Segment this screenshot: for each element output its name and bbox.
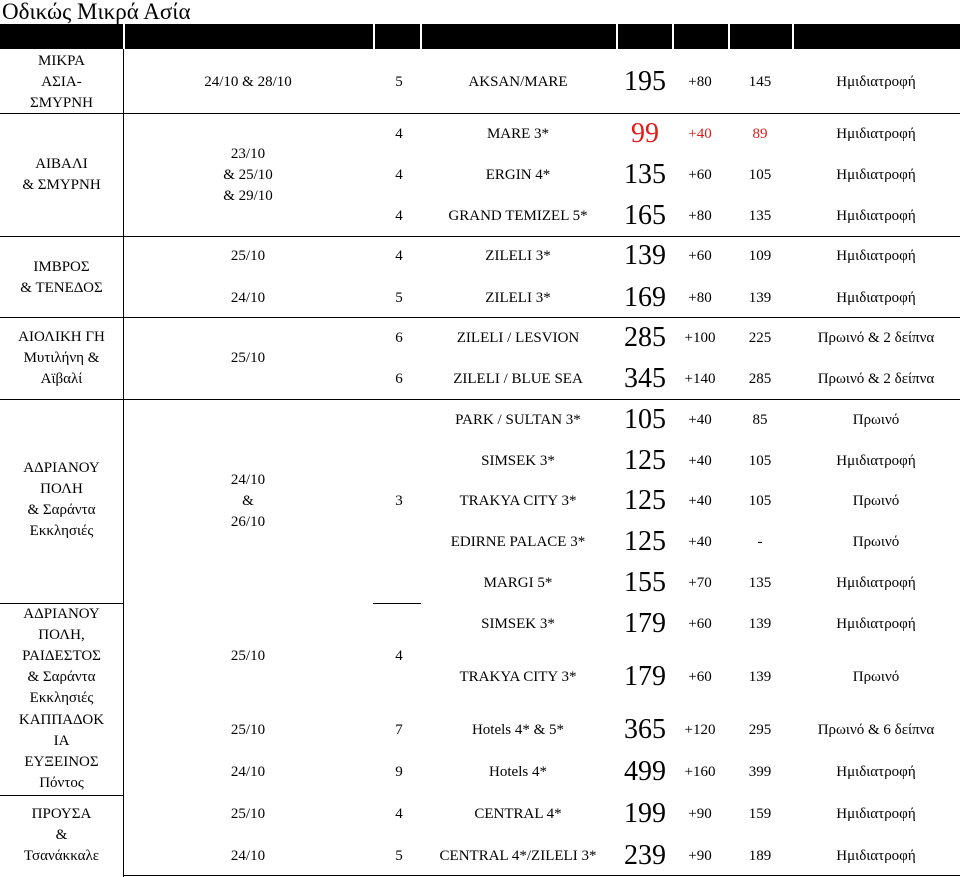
price-cell: 179: [624, 661, 666, 692]
hotel-cell: MARGI 5*: [483, 575, 553, 591]
board-cell: Ημιδιατροφή: [836, 208, 916, 224]
hotel-cell: TRAKYA CITY 3*: [459, 669, 577, 685]
board-cell: Πρωινό: [852, 493, 900, 509]
nights-cell: 6: [395, 330, 403, 346]
hotel-cell: Hotels 4* & 5*: [471, 722, 565, 738]
hotel-cell: GRAND TEMIZEL 5*: [448, 208, 588, 224]
extra-cell: +40: [688, 126, 712, 142]
board-cell: Ημιδιατροφή: [836, 167, 916, 183]
header-separator: [123, 24, 125, 49]
extra-cell: +60: [688, 248, 712, 264]
child-price-cell: 145: [748, 74, 772, 90]
nights-cell: 4: [395, 208, 403, 224]
price-cell: 239: [624, 840, 666, 871]
region-cell: ΑΔΡΙΑΝΟΥ ΠΟΛΗ & Σαράντα Εκκλησιές: [23, 460, 100, 539]
extra-cell: +80: [688, 74, 712, 90]
child-price-cell: 139: [748, 616, 772, 632]
board-cell: Πρωινό: [852, 534, 900, 550]
row-divider: [0, 236, 960, 237]
hotel-cell: ERGIN 4*: [485, 167, 551, 183]
hotel-cell: CENTRAL 4*: [474, 806, 562, 822]
extra-cell: +160: [684, 764, 716, 780]
price-cell: 125: [624, 526, 666, 557]
board-cell: Ημιδιατροφή: [836, 74, 916, 90]
extra-cell: +40: [688, 534, 712, 550]
hotel-cell: CENTRAL 4*/ZILELI 3*: [439, 848, 597, 864]
board-cell: Πρωινό: [852, 412, 900, 428]
price-cell: 125: [624, 485, 666, 516]
region-cell: ΙΜΒΡΟΣ & ΤΕΝΕΔΟΣ: [20, 259, 103, 296]
hotel-cell: PARK / SULTAN 3*: [455, 412, 581, 428]
child-price-cell: 399: [748, 764, 772, 780]
extra-cell: +70: [688, 575, 712, 591]
hotel-cell: AKSAN/MARE: [468, 74, 568, 90]
hotel-cell: EDIRNE PALACE 3*: [450, 534, 586, 550]
child-price-cell: 159: [748, 806, 772, 822]
price-cell: 345: [624, 363, 666, 394]
hotel-cell: ZILELI / LESVION: [456, 330, 580, 346]
row-divider: [0, 795, 123, 796]
child-price-cell: 109: [748, 248, 772, 264]
extra-cell: +80: [688, 208, 712, 224]
region-cell: ΕΥΞΕΙΝΟΣ Πόντος: [24, 754, 99, 791]
date-cell: 25/10: [230, 806, 266, 822]
nights-cell: 4: [395, 167, 403, 183]
price-cell: 165: [624, 200, 666, 231]
extra-cell: +140: [684, 371, 716, 387]
date-cell: 25/10: [230, 350, 266, 366]
nights-cell: 4: [395, 806, 403, 822]
extra-cell: +100: [684, 330, 716, 346]
child-price-cell: 135: [748, 208, 772, 224]
table-header-bar: [0, 24, 960, 49]
child-price-cell: 139: [748, 669, 772, 685]
hotel-cell: SIMSEK 3*: [481, 616, 555, 632]
hotel-cell: TRAKYA CITY 3*: [459, 493, 577, 509]
region-cell: ΑΔΡΙΑΝΟΥ ΠΟΛΗ, ΡΑΙΔΕΣΤΟΣ & Σαράντα Εκκλησιές: [22, 606, 101, 706]
child-price-cell: 295: [748, 722, 772, 738]
child-price-cell: 105: [748, 493, 772, 509]
nights-cell: 5: [395, 74, 403, 90]
board-cell: Ημιδιατροφή: [836, 806, 916, 822]
date-cell: 25/10: [230, 722, 266, 738]
header-separator: [420, 24, 422, 49]
page-title: Οδικώς Μικρά Ασία: [2, 0, 191, 24]
price-cell: 285: [624, 322, 666, 353]
price-cell: 499: [624, 756, 666, 787]
board-cell: Ημιδιατροφή: [836, 575, 916, 591]
extra-cell: +60: [688, 616, 712, 632]
extra-cell: +60: [688, 669, 712, 685]
hotel-cell: ZILELI 3*: [485, 290, 551, 306]
nights-cell: 7: [395, 722, 403, 738]
nights-cell: 9: [395, 764, 403, 780]
child-price-cell: 139: [748, 290, 772, 306]
extra-cell: +60: [688, 167, 712, 183]
header-separator: [728, 24, 730, 49]
child-price-cell: 85: [752, 412, 768, 428]
price-cell: 105: [624, 404, 666, 435]
region-cell: ΑΙΒΑΛΙ & ΣΜΥΡΝΗ: [22, 156, 101, 193]
nights-cell: 3: [395, 493, 403, 509]
child-price-cell: 105: [748, 453, 772, 469]
extra-cell: +80: [688, 290, 712, 306]
price-cell: 99: [631, 118, 659, 149]
price-cell: 155: [624, 567, 666, 598]
extra-cell: +90: [688, 806, 712, 822]
header-separator: [672, 24, 674, 49]
nights-cell: 4: [395, 126, 403, 142]
extra-cell: +120: [684, 722, 716, 738]
price-cell: 169: [624, 282, 666, 313]
board-cell: Ημιδιατροφή: [836, 290, 916, 306]
header-separator: [616, 24, 618, 49]
extra-cell: +90: [688, 848, 712, 864]
extra-cell: +40: [688, 453, 712, 469]
date-cell: 24/10: [230, 290, 266, 306]
row-divider: [0, 113, 960, 114]
region-cell: ΚΑΠΠΑΔΟΚ ΙΑ: [18, 712, 105, 749]
date-cell: 25/10: [230, 248, 266, 264]
hotel-cell: ZILELI / BLUE SEA: [453, 371, 583, 387]
hotel-cell: MARE 3*: [486, 126, 550, 142]
date-cell: 25/10: [230, 648, 266, 664]
price-cell: 195: [624, 66, 666, 97]
row-divider: [373, 603, 421, 604]
date-cell: 24/10: [230, 848, 266, 864]
region-cell: ΠΡΟΥΣΑ & Τσανάκκαλε: [23, 806, 100, 864]
table-bottom-border: [123, 875, 960, 876]
child-price-cell: 225: [748, 330, 772, 346]
nights-cell: 5: [395, 290, 403, 306]
region-cell: ΑΙΟΛΙΚΗ ΓΗ Μυτιλήνη & Αϊβαλί: [18, 329, 105, 387]
child-price-cell: 285: [748, 371, 772, 387]
child-price-cell: -: [757, 534, 763, 550]
date-cell: 24/10: [230, 764, 266, 780]
extra-cell: +40: [688, 493, 712, 509]
board-cell: Ημιδιατροφή: [836, 616, 916, 632]
price-cell: 365: [624, 714, 666, 745]
header-separator: [373, 24, 375, 49]
board-cell: Ημιδιατροφή: [836, 248, 916, 264]
board-cell: Ημιδιατροφή: [836, 764, 916, 780]
price-cell: 179: [624, 608, 666, 639]
date-cell: 24/10 & 28/10: [204, 74, 292, 90]
region-cell: ΜΙΚΡΑ ΑΣΙΑ- ΣΜΥΡΝΗ: [30, 53, 93, 111]
board-cell: Ημιδιατροφή: [836, 453, 916, 469]
child-price-cell: 189: [748, 848, 772, 864]
nights-cell: 5: [395, 848, 403, 864]
header-separator: [792, 24, 794, 49]
nights-cell: 4: [395, 248, 403, 264]
board-cell: Πρωινό & 2 δείπνα: [817, 330, 935, 346]
hotel-cell: Hotels 4*: [489, 764, 547, 780]
hotel-cell: SIMSEK 3*: [481, 453, 555, 469]
board-cell: Πρωινό & 2 δείπνα: [817, 371, 935, 387]
nights-cell: 6: [395, 371, 403, 387]
child-price-cell: 135: [748, 575, 772, 591]
price-cell: 125: [624, 445, 666, 476]
board-cell: Πρωινό & 6 δείπνα: [817, 722, 935, 738]
board-cell: Ημιδιατροφή: [836, 126, 916, 142]
extra-cell: +40: [688, 412, 712, 428]
board-cell: Πρωινό: [852, 669, 900, 685]
hotel-cell: ZILELI 3*: [485, 248, 551, 264]
price-cell: 135: [624, 159, 666, 190]
nights-cell: 4: [395, 648, 403, 664]
row-divider: [0, 399, 960, 400]
child-price-cell: 105: [748, 167, 772, 183]
row-divider: [0, 317, 960, 318]
date-cell: 23/10 & 25/10 & 29/10: [223, 146, 273, 204]
date-cell: 24/10 & 26/10: [230, 472, 266, 530]
price-cell: 199: [624, 798, 666, 829]
child-price-cell: 89: [752, 126, 768, 142]
price-cell: 139: [624, 240, 666, 271]
board-cell: Ημιδιατροφή: [836, 848, 916, 864]
